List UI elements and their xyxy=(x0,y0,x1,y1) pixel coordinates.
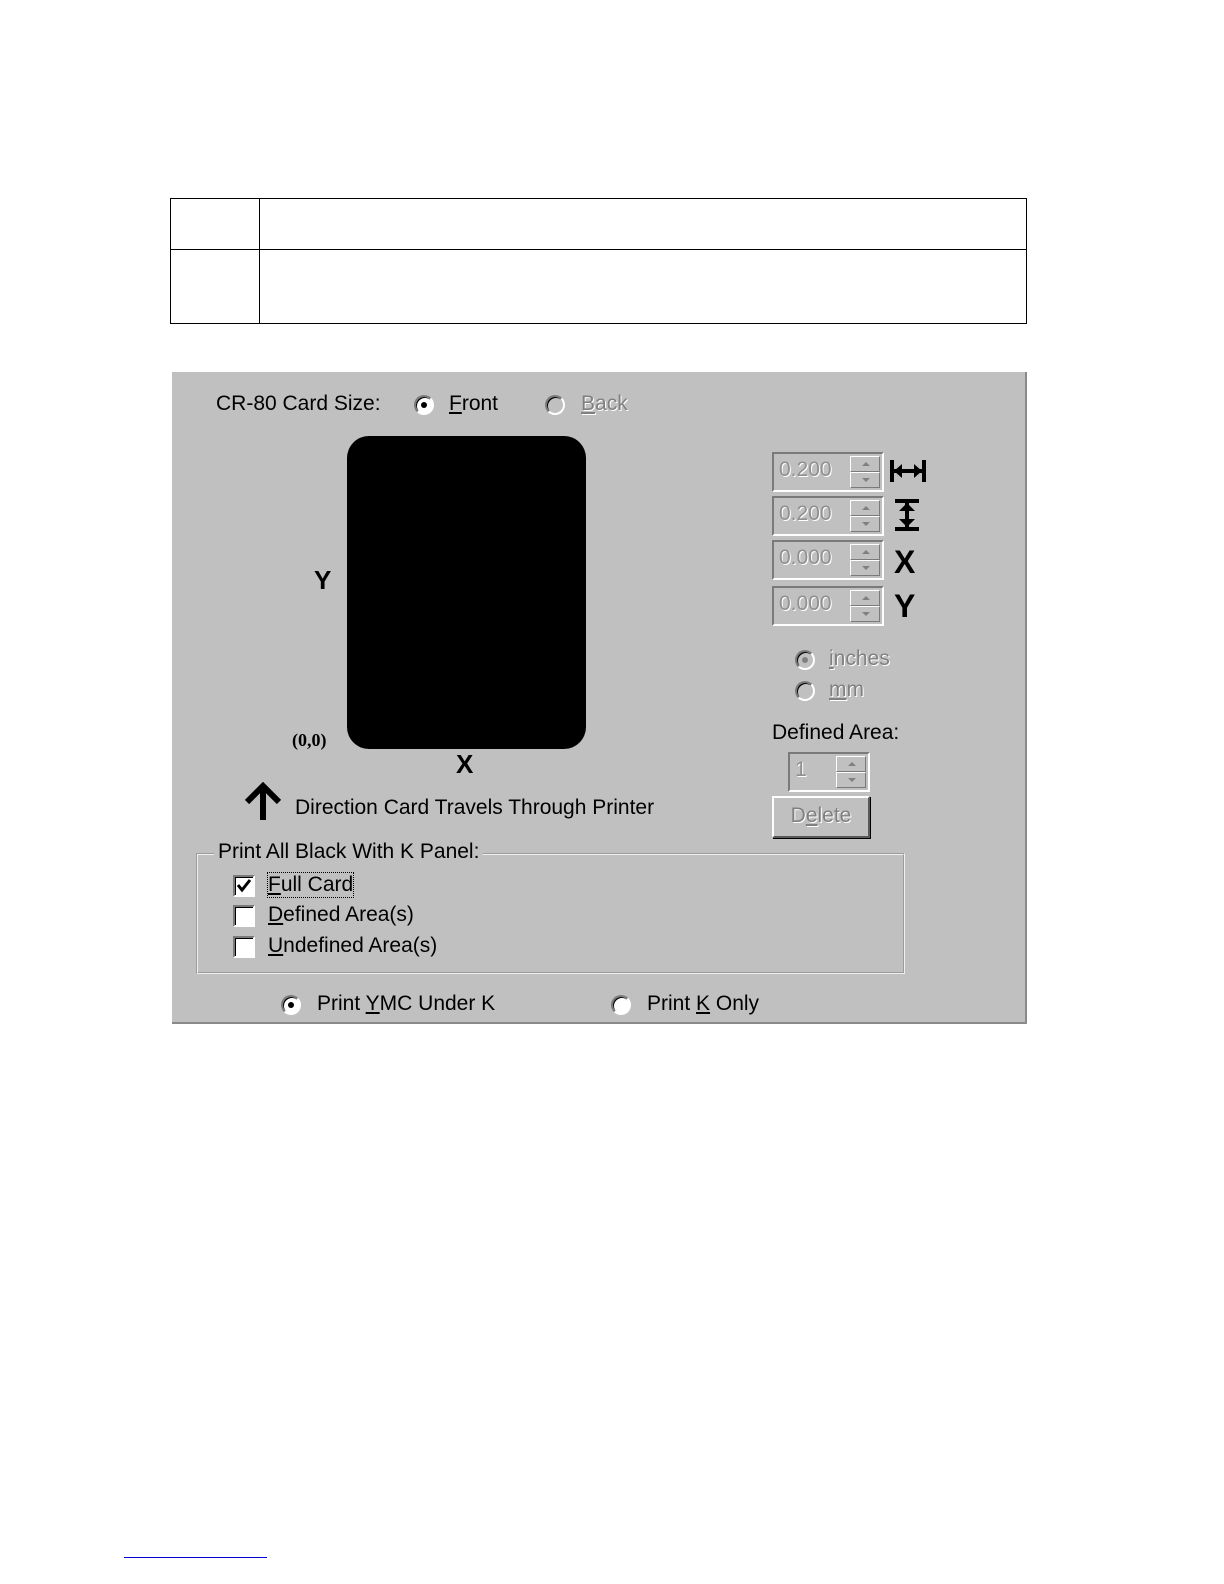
k-panel-groupbox xyxy=(196,840,905,974)
spin-up-button[interactable] xyxy=(850,544,880,560)
x-offset-icon: X xyxy=(894,544,916,580)
inches-radio[interactable] xyxy=(795,650,815,670)
mm-radio[interactable] xyxy=(795,681,815,701)
radio-dot xyxy=(802,657,808,663)
y-offset-value: 0.000 xyxy=(779,592,832,615)
print-k-only-radio[interactable] xyxy=(611,995,631,1015)
delete-button[interactable]: Delete xyxy=(772,796,870,838)
spin-down-button[interactable] xyxy=(836,772,866,788)
footnote-separator xyxy=(124,1557,267,1558)
front-radio[interactable] xyxy=(414,395,434,415)
mm-label[interactable]: mm xyxy=(829,678,864,701)
radio-dot xyxy=(421,402,427,408)
spin-down-button[interactable] xyxy=(850,606,880,622)
y-offset-spinner[interactable] xyxy=(772,586,884,626)
spin-up-button[interactable] xyxy=(850,590,880,606)
spin-down-button[interactable] xyxy=(850,560,880,576)
k-panel-legend: Print All Black With K Panel: xyxy=(214,840,483,864)
print-ymc-under-k-radio[interactable] xyxy=(281,995,301,1015)
x-axis-label: X xyxy=(456,749,474,779)
height-spinner[interactable] xyxy=(772,496,884,536)
height-icon xyxy=(894,498,920,532)
direction-label: Direction Card Travels Through Printer xyxy=(295,796,655,819)
width-value: 0.200 xyxy=(779,458,832,481)
card-preview xyxy=(347,436,586,749)
defined-area-spinner[interactable] xyxy=(788,752,870,792)
spin-up-button[interactable] xyxy=(850,456,880,472)
spin-up-button[interactable] xyxy=(836,756,866,772)
print-ymc-under-k-label[interactable]: Print YMC Under K xyxy=(317,992,496,1015)
back-label[interactable]: Back xyxy=(581,392,628,415)
x-offset-value: 0.000 xyxy=(779,546,832,569)
origin-label: (0,0) xyxy=(292,730,327,750)
radio-dot xyxy=(288,1002,294,1008)
defined-areas-label[interactable]: Defined Area(s) xyxy=(268,903,414,926)
arrow-up-icon xyxy=(242,782,284,824)
defined-area-label: Defined Area: xyxy=(772,721,900,744)
empty-table xyxy=(170,198,1027,324)
spin-down-button[interactable] xyxy=(850,516,880,532)
defined-area-value: 1 xyxy=(795,758,807,781)
full-card-checkbox[interactable] xyxy=(233,875,255,897)
width-spinner[interactable] xyxy=(772,452,884,492)
defined-areas-checkbox[interactable] xyxy=(233,905,255,927)
back-radio[interactable] xyxy=(545,395,565,415)
undefined-areas-checkbox[interactable] xyxy=(233,936,255,958)
height-value: 0.200 xyxy=(779,502,832,525)
card-size-label: CR-80 Card Size: xyxy=(216,392,381,415)
print-k-only-label[interactable]: Print K Only xyxy=(647,992,760,1015)
spin-down-button[interactable] xyxy=(850,472,880,488)
full-card-label[interactable]: Full Card xyxy=(268,873,354,896)
width-icon xyxy=(889,458,927,484)
y-offset-icon: Y xyxy=(894,588,916,624)
table-column-divider xyxy=(259,199,260,323)
y-axis-label: Y xyxy=(314,565,332,595)
spin-up-button[interactable] xyxy=(850,500,880,516)
k-panel-settings-dialog xyxy=(172,372,1027,1024)
table-row xyxy=(171,199,1026,250)
undefined-areas-label[interactable]: Undefined Area(s) xyxy=(268,934,438,957)
front-label[interactable]: Front xyxy=(449,392,499,415)
x-offset-spinner[interactable] xyxy=(772,540,884,580)
checkmark-icon xyxy=(235,877,253,895)
inches-label[interactable]: inches xyxy=(829,647,890,670)
